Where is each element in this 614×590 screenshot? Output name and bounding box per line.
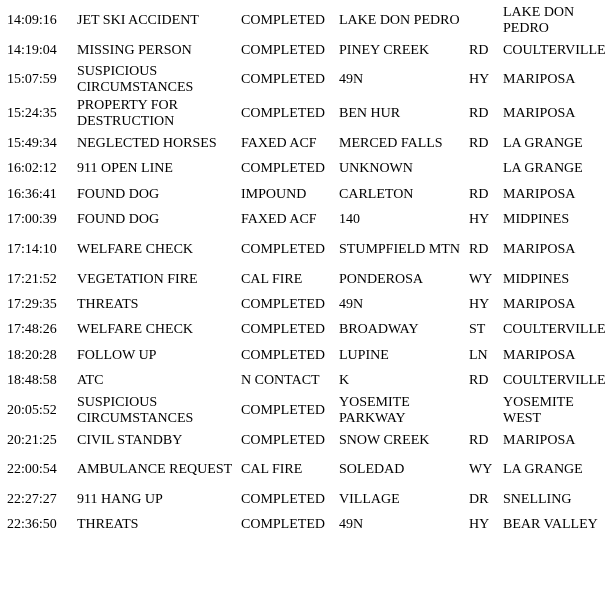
call-type: AMBULANCE REQUEST: [77, 462, 233, 478]
call-type: SUSPICIOUS CIRCUMSTANCES: [77, 394, 194, 426]
call-status: IMPOUND: [241, 186, 307, 202]
call-type: ATC: [77, 373, 104, 389]
call-status: COMPLETED: [241, 161, 325, 177]
table-row: [0, 208, 614, 233]
call-street: 49N: [339, 517, 364, 533]
call-status: COMPLETED: [241, 72, 325, 88]
table-row: [0, 453, 614, 487]
call-street-suffix: WY: [469, 462, 493, 478]
call-street-suffix: HY: [469, 212, 490, 228]
call-status: COMPLETED: [241, 491, 325, 507]
call-status: COMPLETED: [241, 322, 325, 338]
table-row: [0, 157, 614, 182]
call-time: 17:14:10: [7, 241, 57, 257]
table-row: [0, 233, 614, 267]
table-row: [0, 487, 614, 512]
call-status: COMPLETED: [241, 42, 325, 58]
call-city: MIDPINES: [503, 271, 570, 287]
call-status: CAL FIRE: [241, 462, 303, 478]
call-street-suffix: WY: [469, 271, 493, 287]
table-row: [0, 182, 614, 207]
call-type: PROPERTY FOR DESTRUCTION: [77, 98, 178, 130]
call-city: LA GRANGE: [503, 161, 583, 177]
call-status: COMPLETED: [241, 402, 325, 418]
call-time: 17:48:26: [7, 322, 57, 338]
call-time: 17:29:35: [7, 297, 57, 313]
call-city: MARIPOSA: [503, 106, 576, 122]
table-row: [0, 63, 614, 97]
call-type: VEGETATION FIRE: [77, 271, 198, 287]
table-row: [0, 4, 614, 38]
call-city: MARIPOSA: [503, 72, 576, 88]
call-street: PINEY CREEK: [339, 42, 430, 58]
call-time: 17:00:39: [7, 212, 57, 228]
call-type: WELFARE CHECK: [77, 322, 194, 338]
call-log-body: [0, 4, 614, 538]
call-city: YOSEMITE WEST: [503, 394, 574, 426]
table-row: [0, 131, 614, 156]
call-street-suffix: [469, 157, 503, 182]
call-type: 911 HANG UP: [77, 491, 163, 507]
call-status: CAL FIRE: [241, 271, 303, 287]
call-status: COMPLETED: [241, 297, 325, 313]
call-street: BROADWAY: [339, 322, 419, 338]
call-street: PONDEROSA: [339, 271, 424, 287]
call-type: CIVIL STANDBY: [77, 432, 183, 448]
call-type: THREATS: [77, 517, 139, 533]
call-city: MIDPINES: [503, 212, 570, 228]
call-city: LAKE DON PEDRO: [503, 5, 575, 36]
call-street-suffix: [469, 394, 503, 428]
table-row: [0, 428, 614, 453]
call-type: 911 OPEN LINE: [77, 161, 173, 177]
table-row: [0, 267, 614, 292]
call-status: COMPLETED: [241, 432, 325, 448]
call-time: 16:02:12: [7, 161, 57, 177]
call-city: MARIPOSA: [503, 347, 576, 363]
call-city: COULTERVILLE: [503, 373, 606, 389]
call-street: CARLETON: [339, 186, 414, 202]
call-time: 20:21:25: [7, 432, 57, 448]
call-time: 15:24:35: [7, 106, 57, 122]
call-log-table: [0, 4, 614, 538]
call-street-suffix: [469, 4, 503, 38]
table-row: [0, 97, 614, 131]
call-city: COULTERVILLE: [503, 42, 606, 58]
call-status: COMPLETED: [241, 241, 325, 257]
table-row: [0, 513, 614, 538]
call-time: 18:48:58: [7, 373, 57, 389]
table-row: [0, 318, 614, 343]
call-street: STUMPFIELD MTN: [339, 241, 460, 257]
call-street: 49N: [339, 297, 364, 313]
call-city: SNELLING: [503, 491, 572, 507]
call-type: NEGLECTED HORSES: [77, 136, 217, 152]
call-street: BEN HUR: [339, 106, 401, 122]
call-city: BEAR VALLEY: [503, 517, 598, 533]
call-street-suffix: HY: [469, 72, 490, 88]
call-street: 140: [339, 212, 360, 228]
call-status: FAXED ACF: [241, 212, 317, 228]
call-street-suffix: RD: [469, 136, 489, 152]
call-street: SOLEDAD: [339, 462, 405, 478]
call-time: 20:05:52: [7, 402, 57, 418]
call-city: MARIPOSA: [503, 186, 576, 202]
call-status: N CONTACT: [241, 373, 320, 389]
call-street-suffix: DR: [469, 491, 489, 507]
call-street-suffix: RD: [469, 42, 489, 58]
call-street-suffix: RD: [469, 106, 489, 122]
call-time: 14:09:16: [7, 13, 57, 28]
call-street: K: [339, 373, 350, 389]
call-street-suffix: RD: [469, 186, 489, 202]
call-time: 22:27:27: [7, 491, 57, 507]
call-street-suffix: HY: [469, 297, 490, 313]
call-street: SNOW CREEK: [339, 432, 430, 448]
call-type: FOUND DOG: [77, 186, 160, 202]
call-time: 16:36:41: [7, 186, 57, 202]
call-street: UNKNOWN: [339, 161, 413, 177]
table-row: [0, 38, 614, 63]
table-row: [0, 394, 614, 428]
call-street: LUPINE: [339, 347, 389, 363]
call-street: MERCED FALLS: [339, 136, 443, 152]
call-time: 15:07:59: [7, 72, 57, 88]
call-city: LA GRANGE: [503, 462, 583, 478]
call-status: COMPLETED: [241, 106, 325, 122]
call-type: THREATS: [77, 297, 139, 313]
call-city: MARIPOSA: [503, 241, 576, 257]
table-row: [0, 292, 614, 317]
call-time: 18:20:28: [7, 347, 57, 363]
table-row: [0, 343, 614, 368]
call-time: 14:19:04: [7, 42, 57, 58]
call-time: 17:21:52: [7, 271, 57, 287]
call-status: COMPLETED: [241, 517, 325, 533]
call-type: MISSING PERSON: [77, 42, 192, 58]
call-street: YOSEMITE PARKWAY: [339, 394, 410, 426]
call-type: JET SKI ACCIDENT: [77, 13, 199, 28]
call-street-suffix: RD: [469, 241, 489, 257]
call-status: COMPLETED: [241, 13, 325, 28]
call-city: MARIPOSA: [503, 432, 576, 448]
call-status: COMPLETED: [241, 347, 325, 363]
call-city: LA GRANGE: [503, 136, 583, 152]
call-time: 22:00:54: [7, 462, 57, 478]
call-type: FOUND DOG: [77, 212, 160, 228]
call-street-suffix: HY: [469, 517, 490, 533]
call-type: FOLLOW UP: [77, 347, 157, 363]
call-street-suffix: RD: [469, 373, 489, 389]
call-street: LAKE DON PEDRO: [339, 13, 460, 28]
call-city: COULTERVILLE: [503, 322, 606, 338]
call-street-suffix: ST: [469, 322, 486, 338]
call-type: WELFARE CHECK: [77, 241, 194, 257]
call-street: VILLAGE: [339, 491, 400, 507]
call-street-suffix: RD: [469, 432, 489, 448]
call-type: SUSPICIOUS CIRCUMSTANCES: [77, 64, 194, 96]
call-status: FAXED ACF: [241, 136, 317, 152]
call-time: 22:36:50: [7, 517, 57, 533]
call-city: MARIPOSA: [503, 297, 576, 313]
table-row: [0, 369, 614, 394]
call-time: 15:49:34: [7, 136, 57, 152]
call-street-suffix: LN: [469, 347, 488, 363]
call-street: 49N: [339, 72, 364, 88]
